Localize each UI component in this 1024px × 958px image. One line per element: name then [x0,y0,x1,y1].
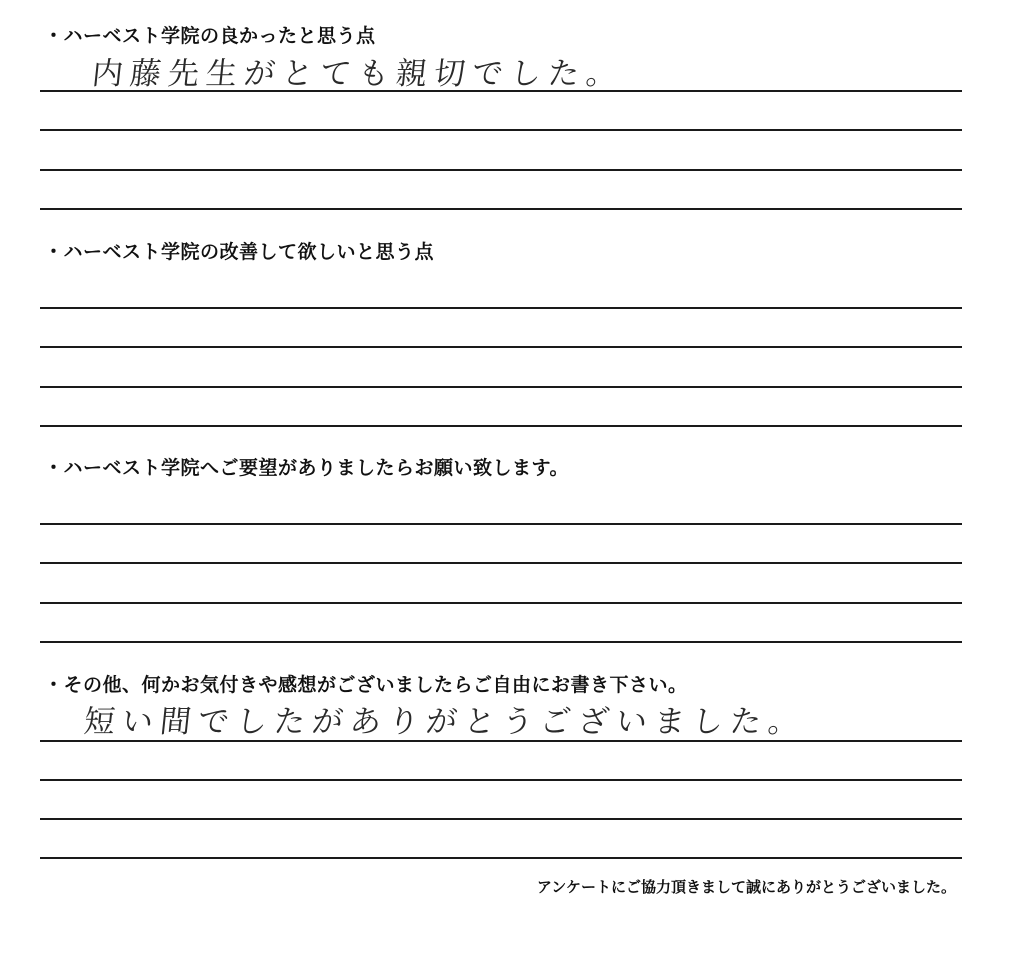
answer-line [40,562,962,564]
answer-line [40,641,962,643]
handwritten-answer-good-points: 内藤先生がとても親切でした。 [90,56,626,92]
answer-line [40,779,962,781]
answer-line [40,386,962,388]
answer-line [40,602,962,604]
answer-line [40,857,962,859]
answer-line [40,523,962,525]
answer-line [40,90,962,92]
answer-line [40,307,962,309]
question-label-good-points: ・ハーベスト学院の良かったと思う点 [44,25,376,47]
question-label-improvements: ・ハーベスト学院の改善して欲しいと思う点 [44,241,435,263]
answer-line [40,818,962,820]
question-label-requests: ・ハーベスト学院へご要望がありましたらお願い致します。 [44,457,569,479]
answer-line [40,346,962,348]
handwritten-answer-other-comments: 短い間でしたがありがとうございました。 [82,704,808,740]
answer-line [40,129,962,131]
question-label-other-comments: ・その他、何かお気付きや感想がございましたらご自由にお書き下さい。 [44,674,688,696]
answer-line [40,740,962,742]
answer-line [40,169,962,171]
answer-line [40,425,962,427]
thank-you-footer: アンケートにご協力頂きまして誠にありがとうございました。 [536,878,956,896]
answer-line [40,208,962,210]
